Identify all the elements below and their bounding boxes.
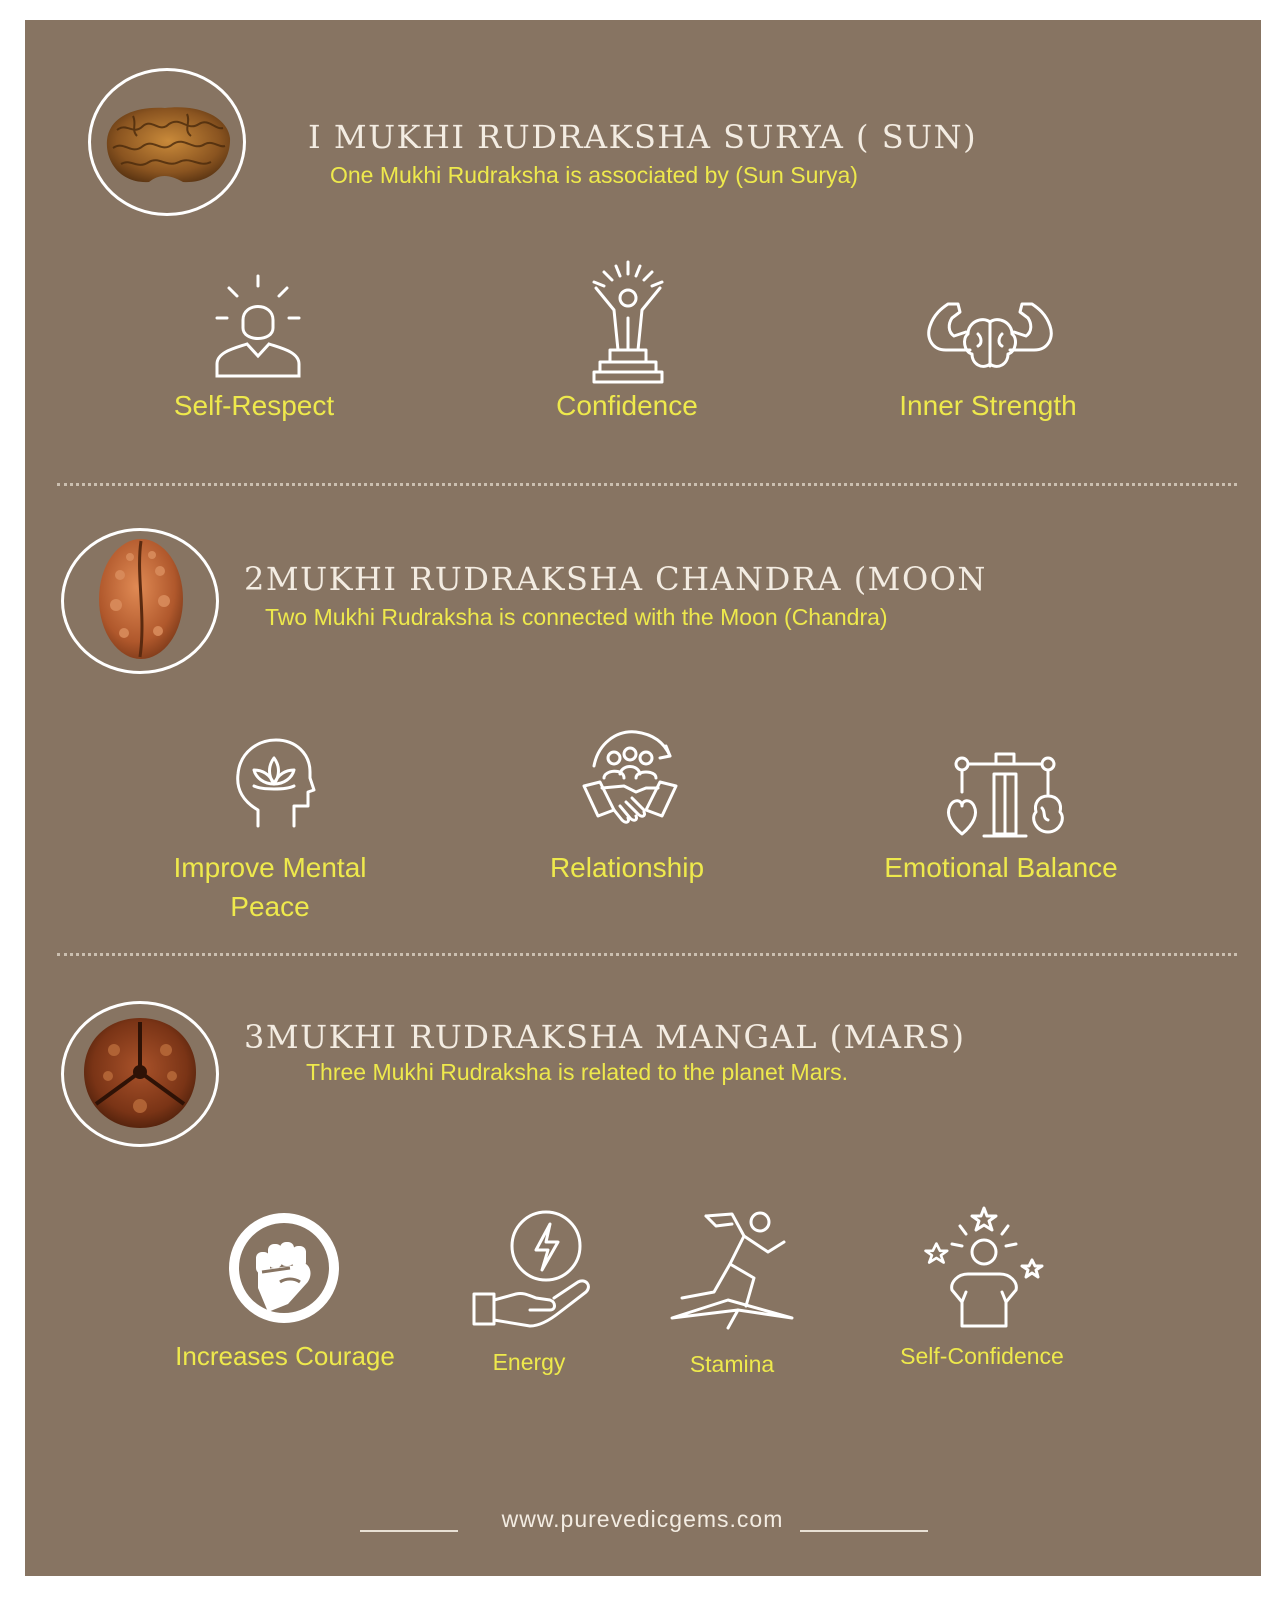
benefit-label: Self-Respect xyxy=(173,390,335,421)
benefit-label-line1: Improve Mental xyxy=(173,852,367,883)
section-title-1: I MUKHI RUDRAKSHA SURYA ( SUN) xyxy=(308,118,978,156)
footer-rule-right xyxy=(800,1530,928,1532)
benefit-label: Increases Courage xyxy=(175,1341,395,1371)
handshake-group-icon xyxy=(580,726,680,838)
section-title-3: 3MUKHI RUDRAKSHA MANGAL (MARS) xyxy=(244,1018,966,1056)
person-radiating-icon xyxy=(213,272,303,380)
benefit-label: Relationship xyxy=(549,852,705,883)
heart-brain-balance-icon xyxy=(944,748,1066,842)
benefit-label: Self-Confidence xyxy=(900,1343,1064,1369)
raised-fist-icon xyxy=(228,1212,340,1324)
footer-url: www.purevedicgems.com xyxy=(501,1506,784,1532)
section-subtitle-3: Three Mukhi Rudraksha is related to the planet Mars. xyxy=(306,1059,849,1085)
section-divider xyxy=(57,953,1237,956)
section-subtitle-1: One Mukhi Rudraksha is associated by (Sun Surya) xyxy=(330,162,858,188)
lotus-head-icon xyxy=(234,736,316,830)
benefit-label: Confidence xyxy=(556,390,698,421)
three-mukhi-rudraksha-bead xyxy=(80,1014,200,1132)
section-subtitle-2: Two Mukhi Rudraksha is connected with the Moon (Chandra) xyxy=(265,604,888,630)
benefit-label: Stamina xyxy=(689,1351,775,1377)
proud-person-icon xyxy=(922,1204,1046,1330)
benefit-label-line2: Peace xyxy=(230,891,310,922)
running-figure-icon xyxy=(668,1206,796,1330)
one-mukhi-rudraksha-bead xyxy=(103,100,233,188)
benefit-label: Emotional Balance xyxy=(884,852,1118,883)
section-title-2: 2MUKHI RUDRAKSHA CHANDRA (MOON xyxy=(244,560,987,598)
benefit-label: Inner Strength xyxy=(899,390,1077,421)
benefit-label: Energy xyxy=(492,1349,566,1375)
flexing-brain-icon xyxy=(924,298,1056,382)
hand-lightning-icon xyxy=(470,1208,596,1332)
section-divider xyxy=(57,483,1237,486)
two-mukhi-rudraksha-bead xyxy=(96,535,186,663)
trophy-figure-icon xyxy=(586,258,670,386)
